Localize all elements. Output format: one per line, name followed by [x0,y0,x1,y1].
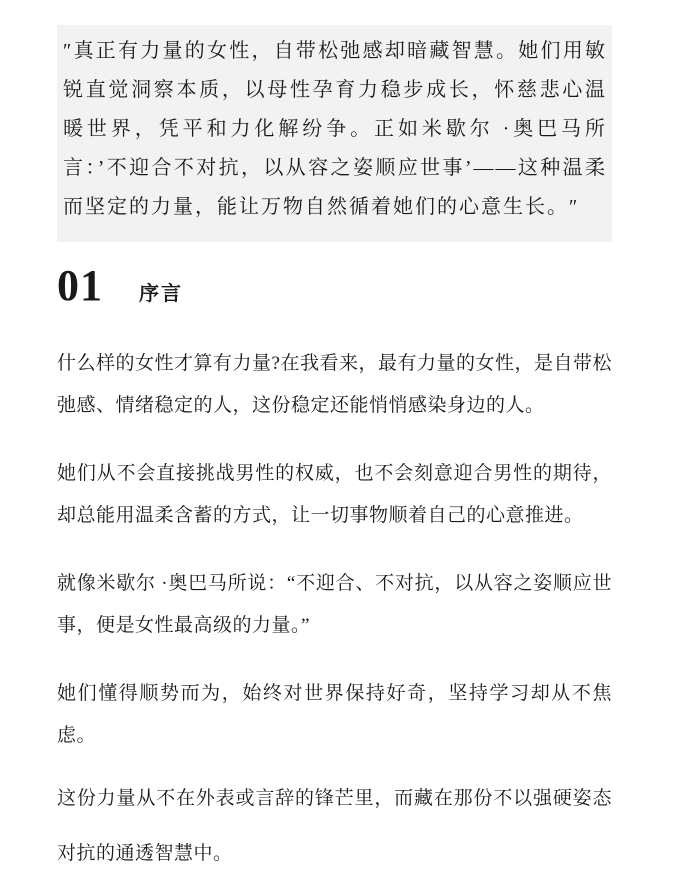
paragraph-3: 就像米歇尔 ·奥巴马所说：“不迎合、不对抗，以从容之姿顺应世事，便是女性最高级的力量。” [57,572,612,636]
paragraph-2: 她们从不会直接挑战男性的权威，也不会刻意迎合男性的期待，却总能用温柔含蓄的方式，让一切事物顺着自己的心意推进。 [57,462,612,526]
quote-block [57,25,612,242]
section-heading [57,260,612,313]
section-title: 序言 [139,283,183,305]
paragraph-4: 她们懂得顺势而为，始终对世界保持好奇，坚持学习却从不焦虑。 [57,682,612,746]
section-number: 01 [57,261,103,310]
paragraph-1: 什么样的女性才算有力量?在我看来，最有力量的女性，是自带松弛感、情绪稳定的人，这份稳定还能悄悄感染身边的人。 [57,352,612,416]
quote-text: ″真正有力量的女性，自带松弛感却暗藏智慧。她们用敏锐直觉洞察本质，以母性孕育力稳步成长，怀慈悲心温暖世界，凭平和力化解纷争。正如米歇尔 ·奥巴马所言：’不迎合不对抗，以从容之姿顺应世事’——这种温柔而坚定的力量，能让万物自然循着她们的心意生长。″ [63,40,607,218]
paragraph-5: 这份力量从不在外表或言辞的锋芒里，而藏在那份不以强硬姿态对抗的通透智慧中。 [57,787,612,864]
